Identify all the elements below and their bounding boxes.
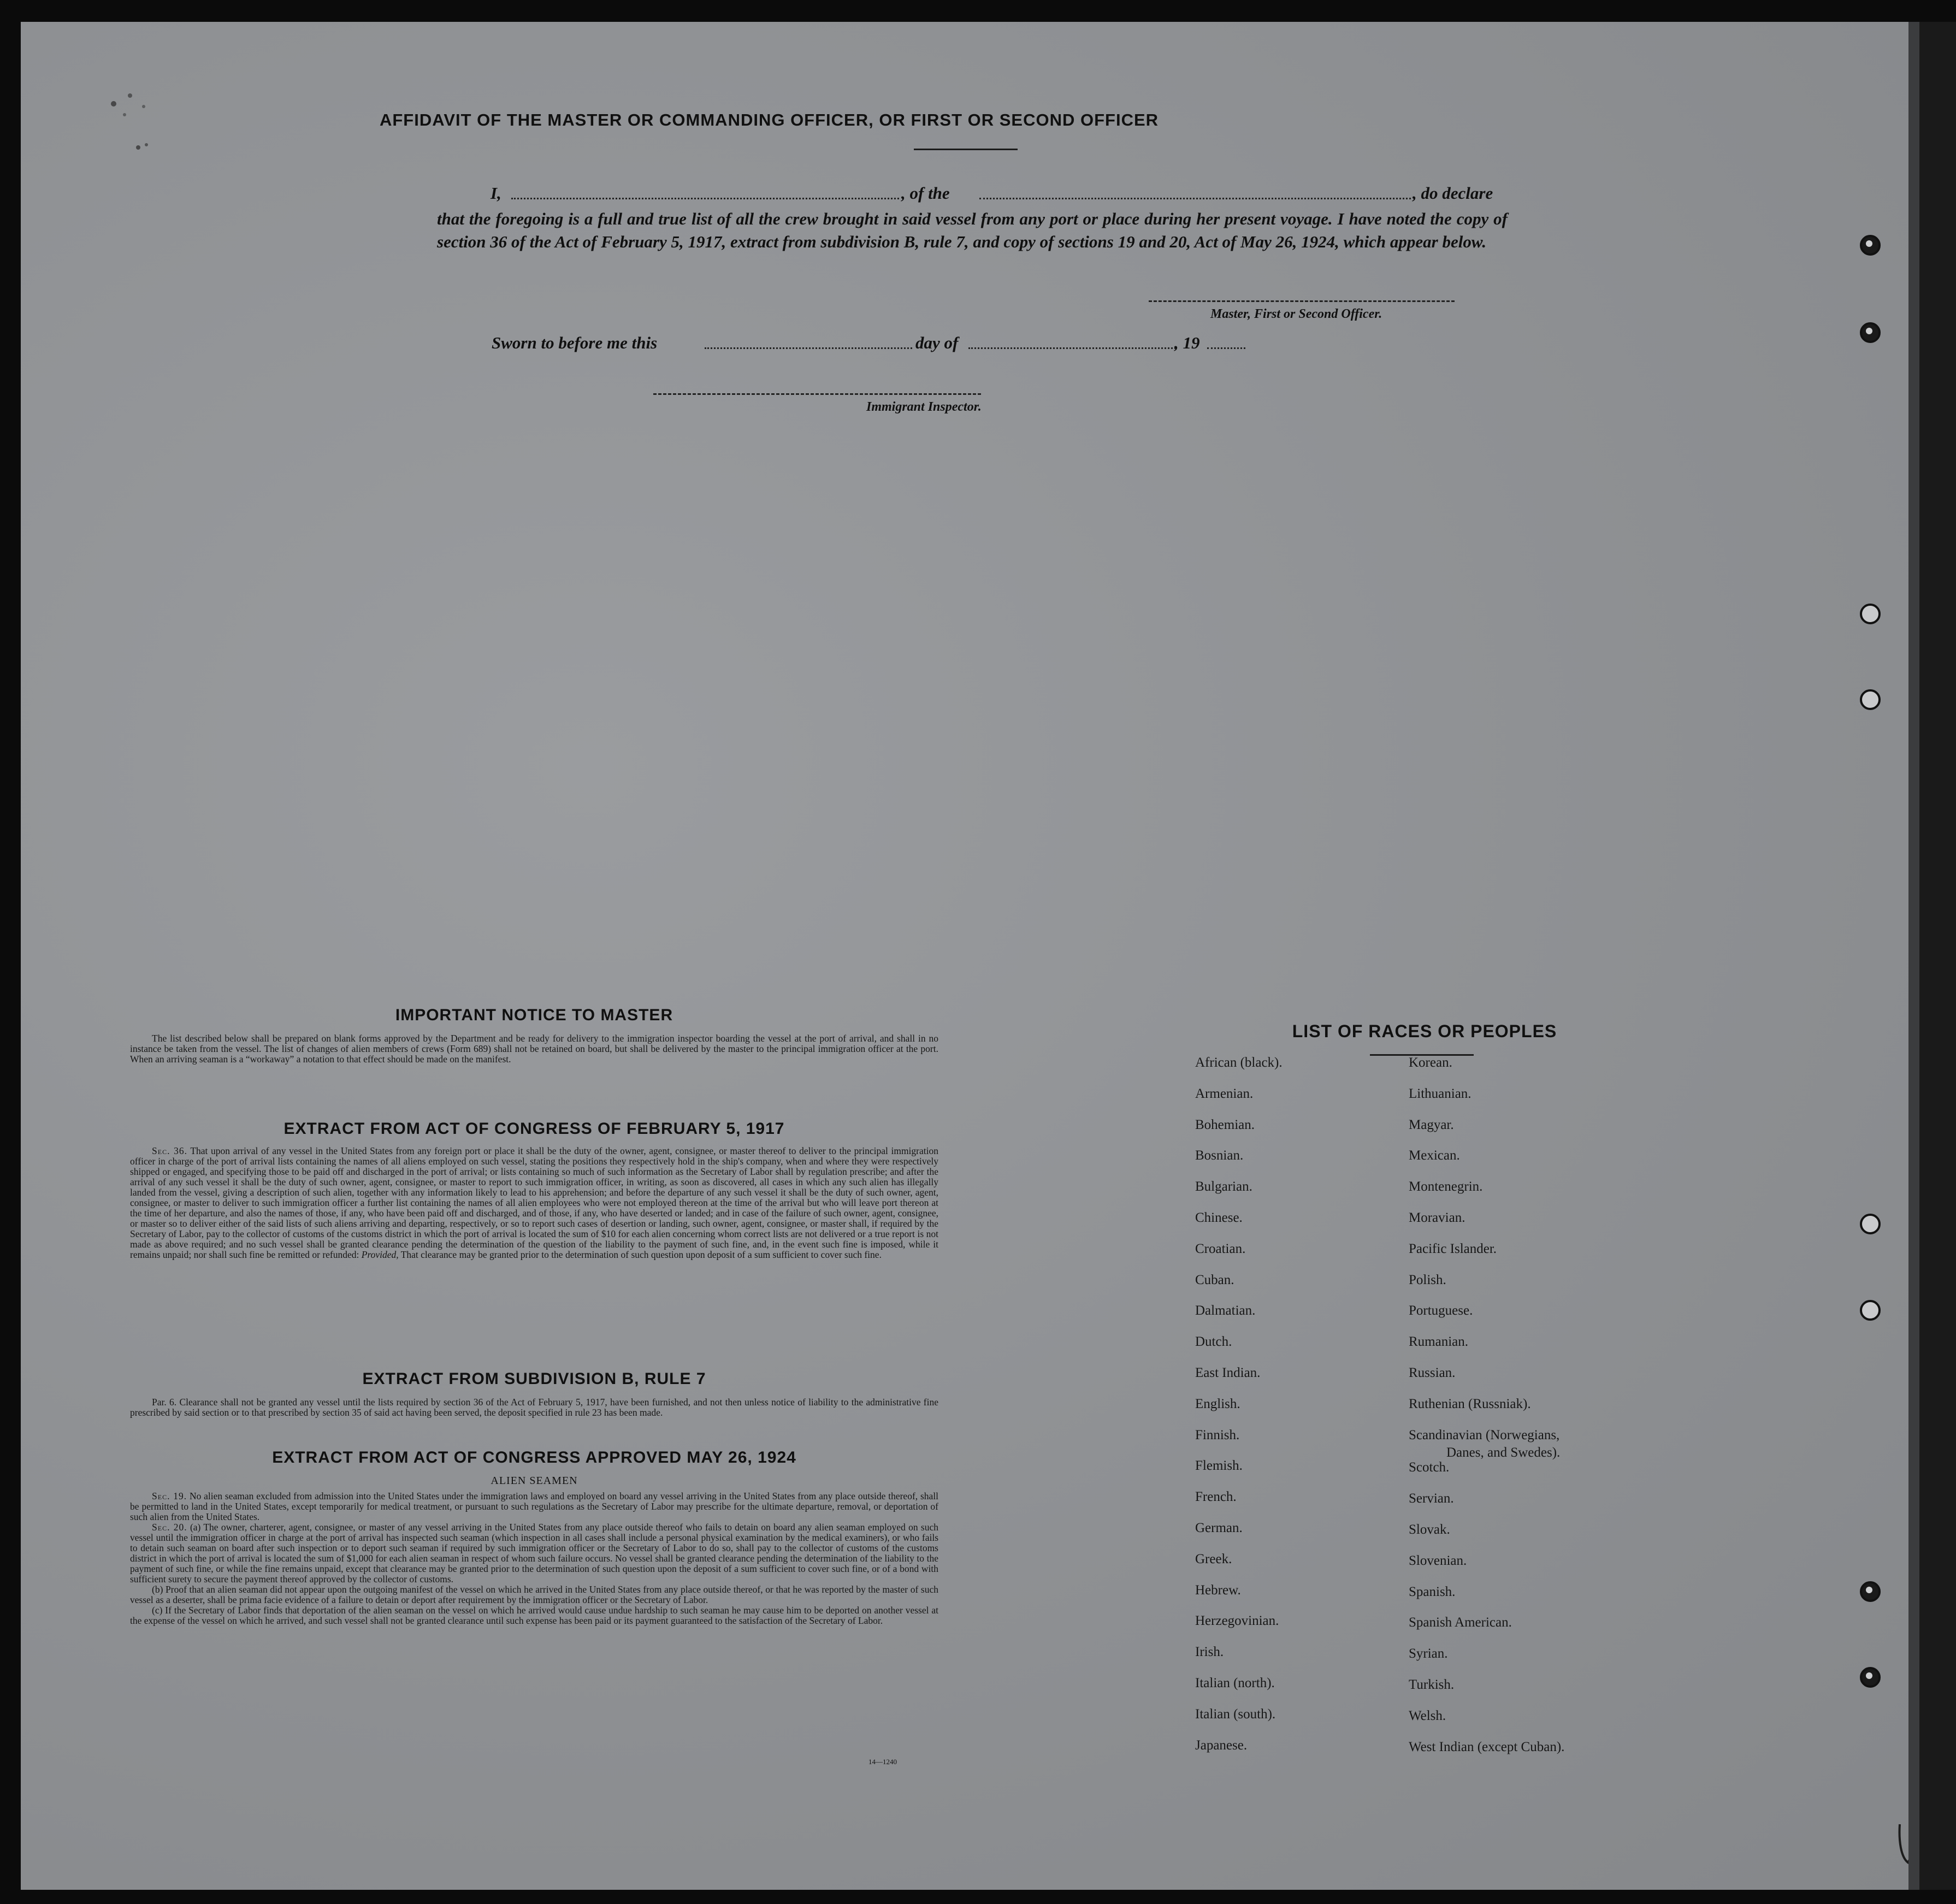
race-item: Croatian. bbox=[1195, 1241, 1246, 1256]
race-item: Pacific Islander. bbox=[1409, 1241, 1497, 1256]
extract-1924-body bbox=[130, 1491, 938, 1626]
race-item: Slovak. bbox=[1409, 1522, 1450, 1537]
race-item: Moravian. bbox=[1409, 1210, 1465, 1225]
extract-1924-title: EXTRACT FROM ACT OF CONGRESS APPROVED MAY 26, 1924 bbox=[272, 1448, 796, 1467]
race-item: Irish. bbox=[1195, 1645, 1224, 1660]
sec-20a-text: (a) The owner, charterer, agent, consignee, or master of any vessel arriving in the United States from any place outside thereof who fails to detain on board any alien seaman employed on such vessel until the immigration officer in charge at the port of arrival has inspected such seaman (which inspection in all cases shall include a personal physical examination by the medical examiners), or who fails to detain such seaman on board after such inspection or to deport such seaman if required by such immigration officer or the Secretary of Labor to do so, shall pay to the collector of customs of the customs district in which the port of arrival is located the sum of $1,000 for each alien seaman in respect of whom such failure occurs. No vessel shall be granted clearance pending the determination of the liability to the payment of such fine, or while the fine remains unpaid, except that clearance may be granted prior to the determination of such question upon the deposit of a sum sufficient to cover such fine, or of a bond with sufficient surety to secure the payment thereof approved by the collector of customs. bbox=[130, 1522, 938, 1584]
provided-word: Provided, bbox=[361, 1249, 399, 1260]
rule7-paragraph: Par. 6. Clearance shall not be granted any vessel until the lists required by section 36 of the Act of February 5, 1917, have been furnished, and not then unless notice of liability to the administrative fine prescribed by said section or to that prescribed by section 35 of said act having been served, the deposit specified in rule 23 has been made. bbox=[130, 1397, 938, 1418]
race-item: Turkish. bbox=[1409, 1677, 1455, 1692]
race-item: Armenian. bbox=[1195, 1086, 1254, 1101]
race-item: West Indian (except Cuban). bbox=[1409, 1739, 1565, 1754]
inspector-label: Immigrant Inspector. bbox=[866, 400, 982, 414]
sec-20b-text: (b) Proof that an alien seaman did not appear upon the outgoing manifest of the vessel on which he arrived in the United States from any place outside thereof, or that he was reported by the master of such vessel as a deserter, shall be prima facie evidence of a failure to detain or deport after requirement by the immigration officer or the Secretary of Labor. bbox=[130, 1584, 938, 1605]
notice-paragraph: The list described below shall be prepared on blank forms approved by the Department and be ready for delivery to the immigration inspector boarding the vessel at the port of arrival, and shall in no instance be taken from the vessel. The list of changes of alien members of crews (Form 689) shall not be retained on board, but shall be delivered by the master to the principal immigration officer at the port. When an arriving seaman is a “workaway” a notation to that effect should be made on the manifest. bbox=[130, 1033, 938, 1065]
form-number: 14—1240 bbox=[868, 1758, 897, 1766]
binder-hole-icon bbox=[1860, 1667, 1881, 1688]
race-item: Mexican. bbox=[1409, 1148, 1460, 1163]
race-item: Portuguese. bbox=[1409, 1303, 1473, 1318]
races-title: LIST OF RACES OR PEOPLES bbox=[1292, 1021, 1557, 1041]
race-item: Montenegrin. bbox=[1409, 1179, 1483, 1195]
binder-hole-icon bbox=[1860, 604, 1881, 624]
binder-hole-icon bbox=[1860, 1581, 1881, 1602]
affidavit-declare-label: , do declare bbox=[1413, 184, 1493, 203]
race-item: Greek. bbox=[1195, 1551, 1232, 1566]
race-item: Hebrew. bbox=[1195, 1582, 1241, 1598]
name-blank-line[interactable] bbox=[511, 198, 899, 199]
sec-20-label: Sec. 20. bbox=[152, 1522, 187, 1533]
race-item: East Indian. bbox=[1195, 1365, 1261, 1380]
race-item: English. bbox=[1195, 1396, 1240, 1411]
extract-1917-title: EXTRACT FROM ACT OF CONGRESS OF FEBRUARY 5, 1917 bbox=[283, 1120, 785, 1138]
race-item: African (black). bbox=[1195, 1055, 1283, 1070]
race-item: Spanish. bbox=[1409, 1584, 1456, 1599]
race-item: Dutch. bbox=[1195, 1334, 1232, 1350]
binder-hole-icon bbox=[1860, 689, 1881, 710]
race-item: Japanese. bbox=[1195, 1737, 1248, 1753]
right-edge-strip bbox=[1919, 22, 1956, 1890]
binder-hole-icon bbox=[1860, 322, 1881, 343]
race-item: Syrian. bbox=[1409, 1646, 1448, 1661]
race-item: Russian. bbox=[1409, 1365, 1456, 1380]
day-of-label: day of bbox=[915, 333, 959, 352]
vessel-blank-line[interactable] bbox=[979, 198, 1411, 199]
affidavit-of-the-label: , of the bbox=[901, 184, 950, 203]
race-item: Italian (south). bbox=[1195, 1706, 1276, 1722]
page-fold-edge bbox=[1908, 22, 1919, 1890]
race-item: Finnish. bbox=[1195, 1427, 1240, 1442]
race-item: Bosnian. bbox=[1195, 1148, 1244, 1163]
race-item: Ruthenian (Russniak). bbox=[1409, 1396, 1531, 1411]
extract-rule7-title: EXTRACT FROM SUBDIVISION B, RULE 7 bbox=[362, 1370, 706, 1388]
sworn-day-blank[interactable] bbox=[705, 347, 912, 349]
alien-seamen-subtitle: ALIEN SEAMEN bbox=[491, 1475, 578, 1487]
sec-19-label: Sec. 19. bbox=[152, 1491, 187, 1501]
race-item: Bohemian. bbox=[1195, 1117, 1255, 1132]
sworn-month-blank[interactable] bbox=[968, 347, 1176, 349]
race-item-scandinavian-cont: Danes, and Swedes). bbox=[1446, 1445, 1561, 1460]
race-item: Lithuanian. bbox=[1409, 1086, 1472, 1101]
extract-1917-body bbox=[130, 1146, 938, 1260]
sworn-text: Sworn to before me this bbox=[492, 333, 658, 352]
race-item: Scandinavian (Norwegians, bbox=[1409, 1427, 1560, 1442]
title-underline bbox=[914, 149, 1018, 150]
sec-36-text: That upon arrival of any vessel in the United States from any foreign port or place it shall be the duty of the owner, agent, consignee, or master thereof to deliver to the principal immigration officer in charge of the port of arrival lists containing the names of all aliens employed on such vessel, stating the positions they respectively hold in the ship's company, when and where they were respectively shipped or engaged, and specifying those to be paid off and discharged in the port of arrival; or lists containing so much of such information as the Secretary of Labor shall by regulation prescribe; and after the arrival of any such vessel it shall be the duty of such owner, agent, consignee, or master to report to such immigration officer, in writing, as soon as discovered, all cases in which any such alien has illegally landed from the vessel, giving a description of such alien, together with any information likely to lead to his apprehension; and before the departure of any such vessel it shall be the duty of such owner, agent, consignee, or master to deliver to such immigration officer a further list containing the names of all alien employees who were not employed thereon at the time of the arrival but who will leave port thereon at the time of her departure, and also the names of those, if any, who have been paid off and discharged, and of those, if any, who have deserted or landed; and in case of the failure of such owner, agent, consignee, or master so to deliver either of the said lists of such aliens arriving and departing, respectively, or so to report such cases of desertion or landing, such owner, agent, consignee, or master shall, if required by the Secretary of Labor, pay to the collector of customs of the customs district in which the port of arrival is located the sum of $10 for each alien concerning whom correct lists are not delivered or a true report is not made as above required; and no such vessel shall be granted clearance pending the determination of the question of the liability to the payment of such fine, and, in the event such fine is imposed, while it remains unpaid; nor shall such fine be remitted or refunded: bbox=[130, 1145, 938, 1260]
race-item: Flemish. bbox=[1195, 1458, 1243, 1474]
extract-rule7-body bbox=[130, 1397, 938, 1418]
binder-hole-icon bbox=[1860, 1214, 1881, 1234]
race-item: German. bbox=[1195, 1521, 1243, 1535]
race-item: Korean. bbox=[1409, 1055, 1452, 1070]
race-item: Scotch. bbox=[1409, 1460, 1450, 1475]
document-page bbox=[21, 22, 1911, 1890]
master-signature-label: Master, First or Second Officer. bbox=[1210, 307, 1382, 321]
binder-hole-icon bbox=[1860, 235, 1881, 256]
race-item: Chinese. bbox=[1195, 1210, 1243, 1225]
race-item: Slovenian. bbox=[1409, 1553, 1467, 1568]
sec-36-text-end: That clearance may be granted prior to the determination of such question upon deposit of a sum sufficient to cover such fine. bbox=[400, 1249, 882, 1260]
race-item: Rumanian. bbox=[1409, 1334, 1469, 1350]
race-item: Bulgarian. bbox=[1195, 1179, 1252, 1195]
sec-19-text: No alien seaman excluded from admission into the United States under the immigration laws and employed on board any vessel arriving in the United States from any place outside thereof, shall be permitted to land in the United States, except temporarily for medical treatment, or pursuant to such regulations as the Secretary of Labor may prescribe for the ultimate departure, removal, or deportation of such alien from the United States. bbox=[130, 1491, 939, 1522]
race-item: French. bbox=[1195, 1489, 1237, 1505]
year-prefix-label: , 19 bbox=[1174, 333, 1200, 352]
affidavit-title: AFFIDAVIT OF THE MASTER OR COMMANDING OFFICER, OR FIRST OR SECOND OFFICER bbox=[379, 110, 1159, 129]
race-item: Italian (north). bbox=[1195, 1676, 1275, 1690]
year-blank[interactable] bbox=[1207, 347, 1245, 349]
sec-36-label: Sec. 36. bbox=[152, 1145, 187, 1156]
race-item: Welsh. bbox=[1409, 1708, 1446, 1723]
notice-title: IMPORTANT NOTICE TO MASTER bbox=[395, 1006, 673, 1024]
affidavit-body: that the foregoing is a full and true list of all the crew brought in said vessel from any port or place during her present voyage. I have noted the copy of section 36 of the Act of February 5, 1917, extract from subdivision B, rule 7, and copy of sections 19 and 20, Act of May 26, 1924, which appear below. bbox=[437, 209, 1508, 251]
race-item: Spanish American. bbox=[1409, 1615, 1512, 1630]
binder-hole-icon bbox=[1860, 1300, 1881, 1321]
race-item: Magyar. bbox=[1409, 1117, 1454, 1132]
inspector-signature-line[interactable] bbox=[653, 393, 981, 395]
sec-20c-text: (c) If the Secretary of Labor finds that deportation of the alien seaman on the vessel on which he arrived would cause undue hardship to such seaman he may cause him to be deported on another vessel at the expense of the vessel on which he arrived, and such vessel shall not be granted clearance until such expense has been paid or its payment guaranteed to the satisfaction of the Secretary of Labor. bbox=[130, 1605, 938, 1626]
race-item: Cuban. bbox=[1195, 1272, 1234, 1287]
race-item: Dalmatian. bbox=[1195, 1303, 1256, 1318]
race-item: Herzegovinian. bbox=[1195, 1613, 1279, 1629]
race-item: Polish. bbox=[1409, 1272, 1446, 1287]
notice-body bbox=[130, 1033, 938, 1065]
race-item: Servian. bbox=[1409, 1491, 1454, 1506]
master-signature-line[interactable] bbox=[1149, 300, 1455, 302]
affidavit-i-label: I, bbox=[491, 184, 501, 203]
